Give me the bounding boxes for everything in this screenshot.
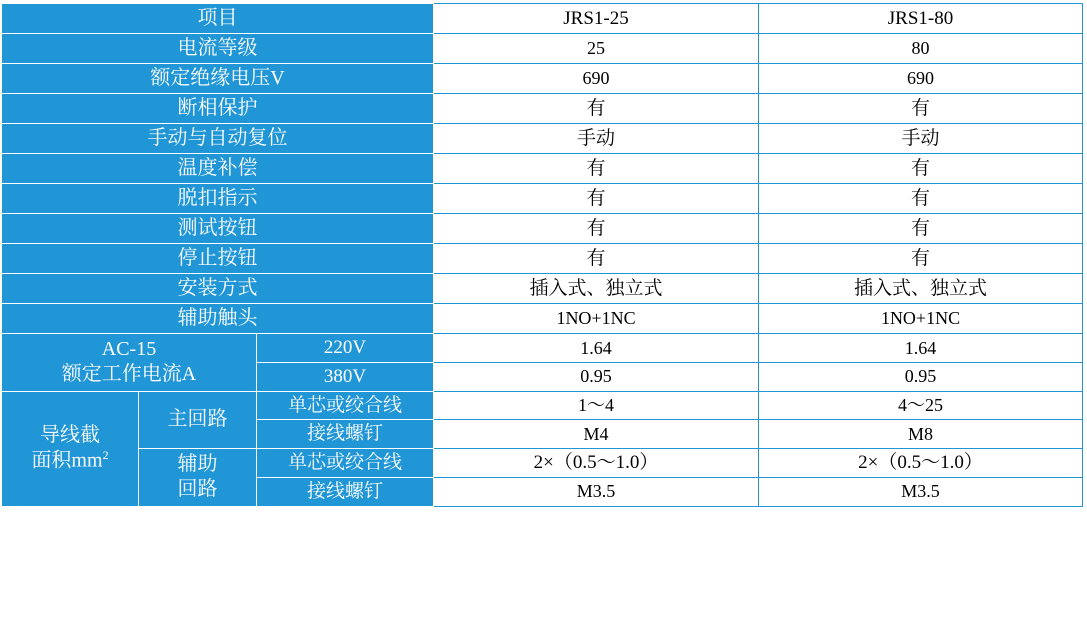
table-row	[2, 214, 1083, 244]
wire-main-screw-col1: M4	[434, 420, 759, 449]
wire-aux-label-line2: 回路	[177, 478, 218, 501]
wire-label-line1: 导线截	[40, 424, 100, 447]
row-value-col1: 有	[434, 94, 759, 124]
row-value-col2: 有	[759, 184, 1083, 214]
wire-aux-core-col1: 2×（0.5～1.0）	[434, 449, 759, 478]
row-value-col2: 有	[759, 214, 1083, 244]
table-row-wire-aux-core	[2, 449, 1083, 478]
wire-label-line2: 面积$mm^2$	[31, 448, 109, 472]
wire-aux-circuit-label	[139, 449, 257, 507]
row-label: 安装方式	[2, 274, 434, 304]
ac15-sub-380v: 380V	[257, 362, 434, 391]
table-row	[2, 124, 1083, 154]
row-label: 手动与自动复位	[2, 124, 434, 154]
table-row	[2, 64, 1083, 94]
wire-aux-core-col2: 2×（0.5～1.0）	[759, 449, 1083, 478]
row-label: 温度补偿	[2, 154, 434, 184]
specification-table	[1, 3, 1083, 507]
row-value-col1: 有	[434, 244, 759, 274]
row-value-col2: 有	[759, 94, 1083, 124]
wire-main-core-label: 单芯或绞合线	[257, 391, 434, 420]
wire-aux-screw-col2: M3.5	[759, 477, 1083, 506]
header-col2: JRS1-80	[759, 4, 1083, 34]
wire-label-superscript: 2	[102, 448, 109, 463]
row-value-col1: 1NO+1NC	[434, 304, 759, 334]
row-label: 辅助触头	[2, 304, 434, 334]
ac15-380v-col2: 0.95	[759, 362, 1083, 391]
row-label: 停止按钮	[2, 244, 434, 274]
row-value-col2: 手动	[759, 124, 1083, 154]
row-label: 电流等级	[2, 34, 434, 64]
ac15-sub-220v: 220V	[257, 334, 434, 363]
row-label: 额定绝缘电压V	[2, 64, 434, 94]
ac15-label-line1: AC-15	[101, 338, 157, 361]
wire-group-label	[2, 391, 139, 506]
table-row	[2, 304, 1083, 334]
row-value-col1: 690	[434, 64, 759, 94]
ac15-220v-col1: 1.64	[434, 334, 759, 363]
table-row	[2, 94, 1083, 124]
table-row	[2, 34, 1083, 64]
row-value-col1: 有	[434, 184, 759, 214]
table-row	[2, 154, 1083, 184]
table-row-header	[2, 4, 1083, 34]
row-value-col2: 有	[759, 154, 1083, 184]
table-row	[2, 274, 1083, 304]
header-col1: JRS1-25	[434, 4, 759, 34]
row-value-col1: 25	[434, 34, 759, 64]
row-value-col2: 插入式、独立式	[759, 274, 1083, 304]
row-label: 测试按钮	[2, 214, 434, 244]
wire-main-core-col1: 1～4	[434, 391, 759, 420]
table-row	[2, 244, 1083, 274]
row-value-col1: 插入式、独立式	[434, 274, 759, 304]
wire-main-circuit-label: 主回路	[139, 391, 257, 449]
ac15-group-label	[2, 334, 257, 392]
table-row-ac15-220v	[2, 334, 1083, 363]
row-value-col2: 有	[759, 244, 1083, 274]
row-value-col1: 有	[434, 154, 759, 184]
row-label: 脱扣指示	[2, 184, 434, 214]
row-value-col1: 有	[434, 214, 759, 244]
row-label: 断相保护	[2, 94, 434, 124]
wire-main-core-col2: 4～25	[759, 391, 1083, 420]
wire-aux-screw-col1: M3.5	[434, 477, 759, 506]
header-item-label: 项目	[2, 4, 434, 34]
wire-aux-core-label: 单芯或绞合线	[257, 449, 434, 478]
row-value-col2: 80	[759, 34, 1083, 64]
table-row-wire-main-core	[2, 391, 1083, 420]
row-value-col1: 手动	[434, 124, 759, 154]
row-value-col2: 690	[759, 64, 1083, 94]
wire-aux-label-line1: 辅助	[177, 453, 218, 476]
ac15-220v-col2: 1.64	[759, 334, 1083, 363]
wire-aux-screw-label: 接线螺钉	[257, 477, 434, 506]
wire-main-screw-col2: M8	[759, 420, 1083, 449]
wire-main-screw-label: 接线螺钉	[257, 420, 434, 449]
ac15-380v-col1: 0.95	[434, 362, 759, 391]
ac15-label-line2: 额定工作电流A	[61, 363, 197, 386]
table-row	[2, 184, 1083, 214]
row-value-col2: 1NO+1NC	[759, 304, 1083, 334]
